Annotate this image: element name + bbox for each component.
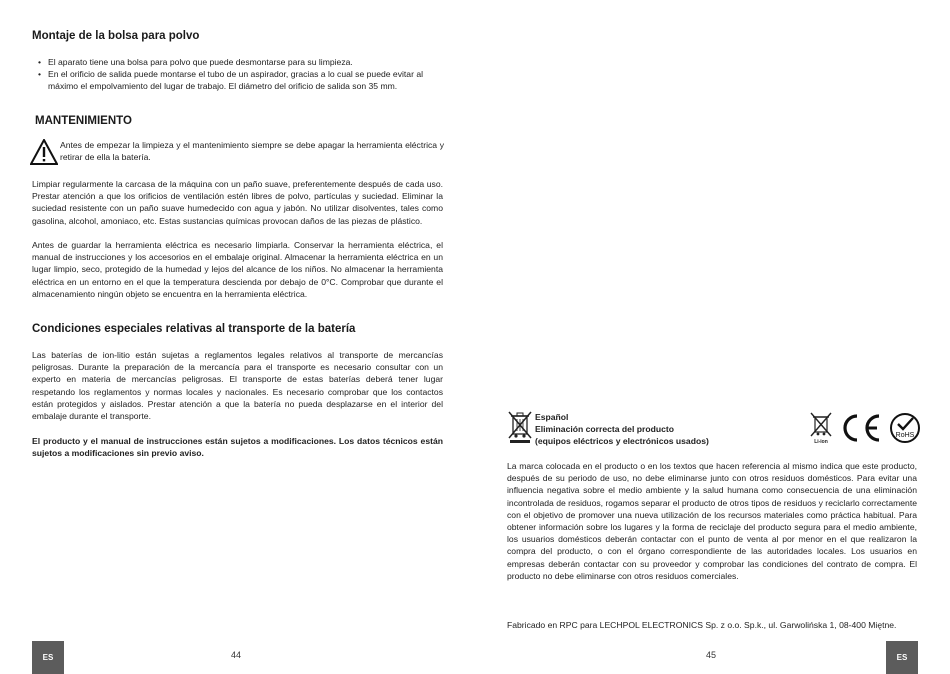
crossed-bin-icon (508, 410, 532, 444)
page-number: 44 (231, 650, 242, 660)
warning-text: Antes de empezar la limpieza y el mantenimiento siempre se debe apagar la herramienta eléctrica y retirar de ella la batería. (60, 140, 444, 163)
ce-mark-icon (839, 412, 883, 444)
rohs-label: RoHS (895, 432, 915, 439)
maintenance-paragraph-1: Limpiar regularmente la carcasa de la máquina con un paño suave, preferentemente después de cada uso. Prestar atención a que los orificios de ventilación estén libres de polvo, partículas y suciedad. Eliminar la suciedad resistente con un paño suave humedecido con agua y jabón. No utilizar disolventes, tales como gasolina, alcohol, amoniaco, etc. Estas sustancias químicas provocan daños de las piezas de plástico. (32, 179, 443, 226)
transport-paragraph: Las baterías de ion-litio están sujetas a reglamentos legales relativos al transporte de mercancías peligrosas. Durante la preparación de la mercancía para el transporte es necesario consultar con un experto en materia de mercancías peligrosas. El transporte de estas baterías deberá tener lugar respetando los reglamentos y normas locales y nacionales. Es necesario comprobar que los contactos están protegidos y aislados. Prestar atención a que la batería no pueda desplazarse en el interior del embalaje durante el transporte. (32, 350, 443, 422)
warning-block (30, 139, 444, 163)
disposal-paragraph: La marca colocada en el producto o en los textos que hacen referencia al mismo indica que este producto, después de su periodo de uso, no debe eliminarse junto con otros residuos domésticos. Para evitar una influencia negativa sobre el medio ambiente y la salud humana como consecuencia de una eliminación incontrolada de residuos, rogamos separar el producto de otros tipos de residuos y reciclarlo correctamente con el objetivo de promover una nueva utilización de los recursos materiales como práctica habitual. Para obtener información sobre los lugares y la forma de reciclaje del producto segura para el medio ambiente, los usuarios domésticos deberán contactar con el punto de venta al por menor en el que realizaron la compra del producto, o con el órgano correspondiente de las autoridades locales. Los usuarios en empresas deberán contactar con su proveedor y comprobar las condiciones del contrato de compra. El producto no debe eliminarse con otros residuos comerciales. (507, 461, 917, 581)
section-title-dust-bag: Montaje de la bolsa para polvo (32, 30, 200, 42)
list-item: • En el orificio de salida puede montarse el tubo de un aspirador, gracias a lo cual se puede evitar al máximo el empolvamiento del lugar de trabajo. El diámetro del orificio de salida son 35 mm. (32, 68, 444, 92)
modification-notice: El producto y el manual de instrucciones están sujetos a modificaciones. Los datos técnicos están sujetos a modificaciones sin previo aviso. (32, 436, 443, 459)
maintenance-paragraph-2: Antes de guardar la herramienta eléctrica es necesario limpiarla. Conservar la herramienta eléctrica, el manual de instrucciones y los accesorios en el embalaje original. Almacenar la herramienta eléctrica en un lugar limpio, seco, protegido de la humedad y lejos del alcance de los niños. No almacenar la herramienta eléctrica en un entorno en el que la temperatura descienda por debajo de 0°C. Comprobar que durante el almacenamiento ningún objeto se encuentra en la herramienta eléctrica. (32, 240, 443, 299)
section-title-maintenance: MANTENIMIENTO (35, 115, 132, 127)
disposal-language: Español (535, 412, 569, 422)
language-tab: ES (32, 641, 64, 674)
rohs-icon (889, 412, 921, 444)
disposal-subtitle: (equipos eléctricos y electrónicos usados) (535, 436, 709, 446)
manufacturer-text: Fabricado en RPC para LECHPOL ELECTRONICS Sp. z o.o. Sp.k., ul. Garwolińska 1, 08-400 Miętne. (507, 620, 897, 630)
language-tab: ES (886, 641, 918, 674)
warning-icon (30, 139, 58, 165)
page-number: 45 (706, 650, 717, 660)
disposal-title: Eliminación correcta del producto (535, 424, 674, 434)
dust-bag-bullets (32, 56, 444, 93)
certification-icons (809, 412, 921, 444)
section-title-battery-transport: Condiciones especiales relativas al transporte de la batería (32, 323, 356, 335)
li-ion-label: Li-ion (814, 439, 828, 444)
list-item: • El aparato tiene una bolsa para polvo que puede desmontarse para su limpieza. (32, 56, 444, 68)
disposal-header (535, 411, 709, 447)
weee-li-ion-icon (809, 412, 833, 444)
right-page (475, 0, 950, 674)
